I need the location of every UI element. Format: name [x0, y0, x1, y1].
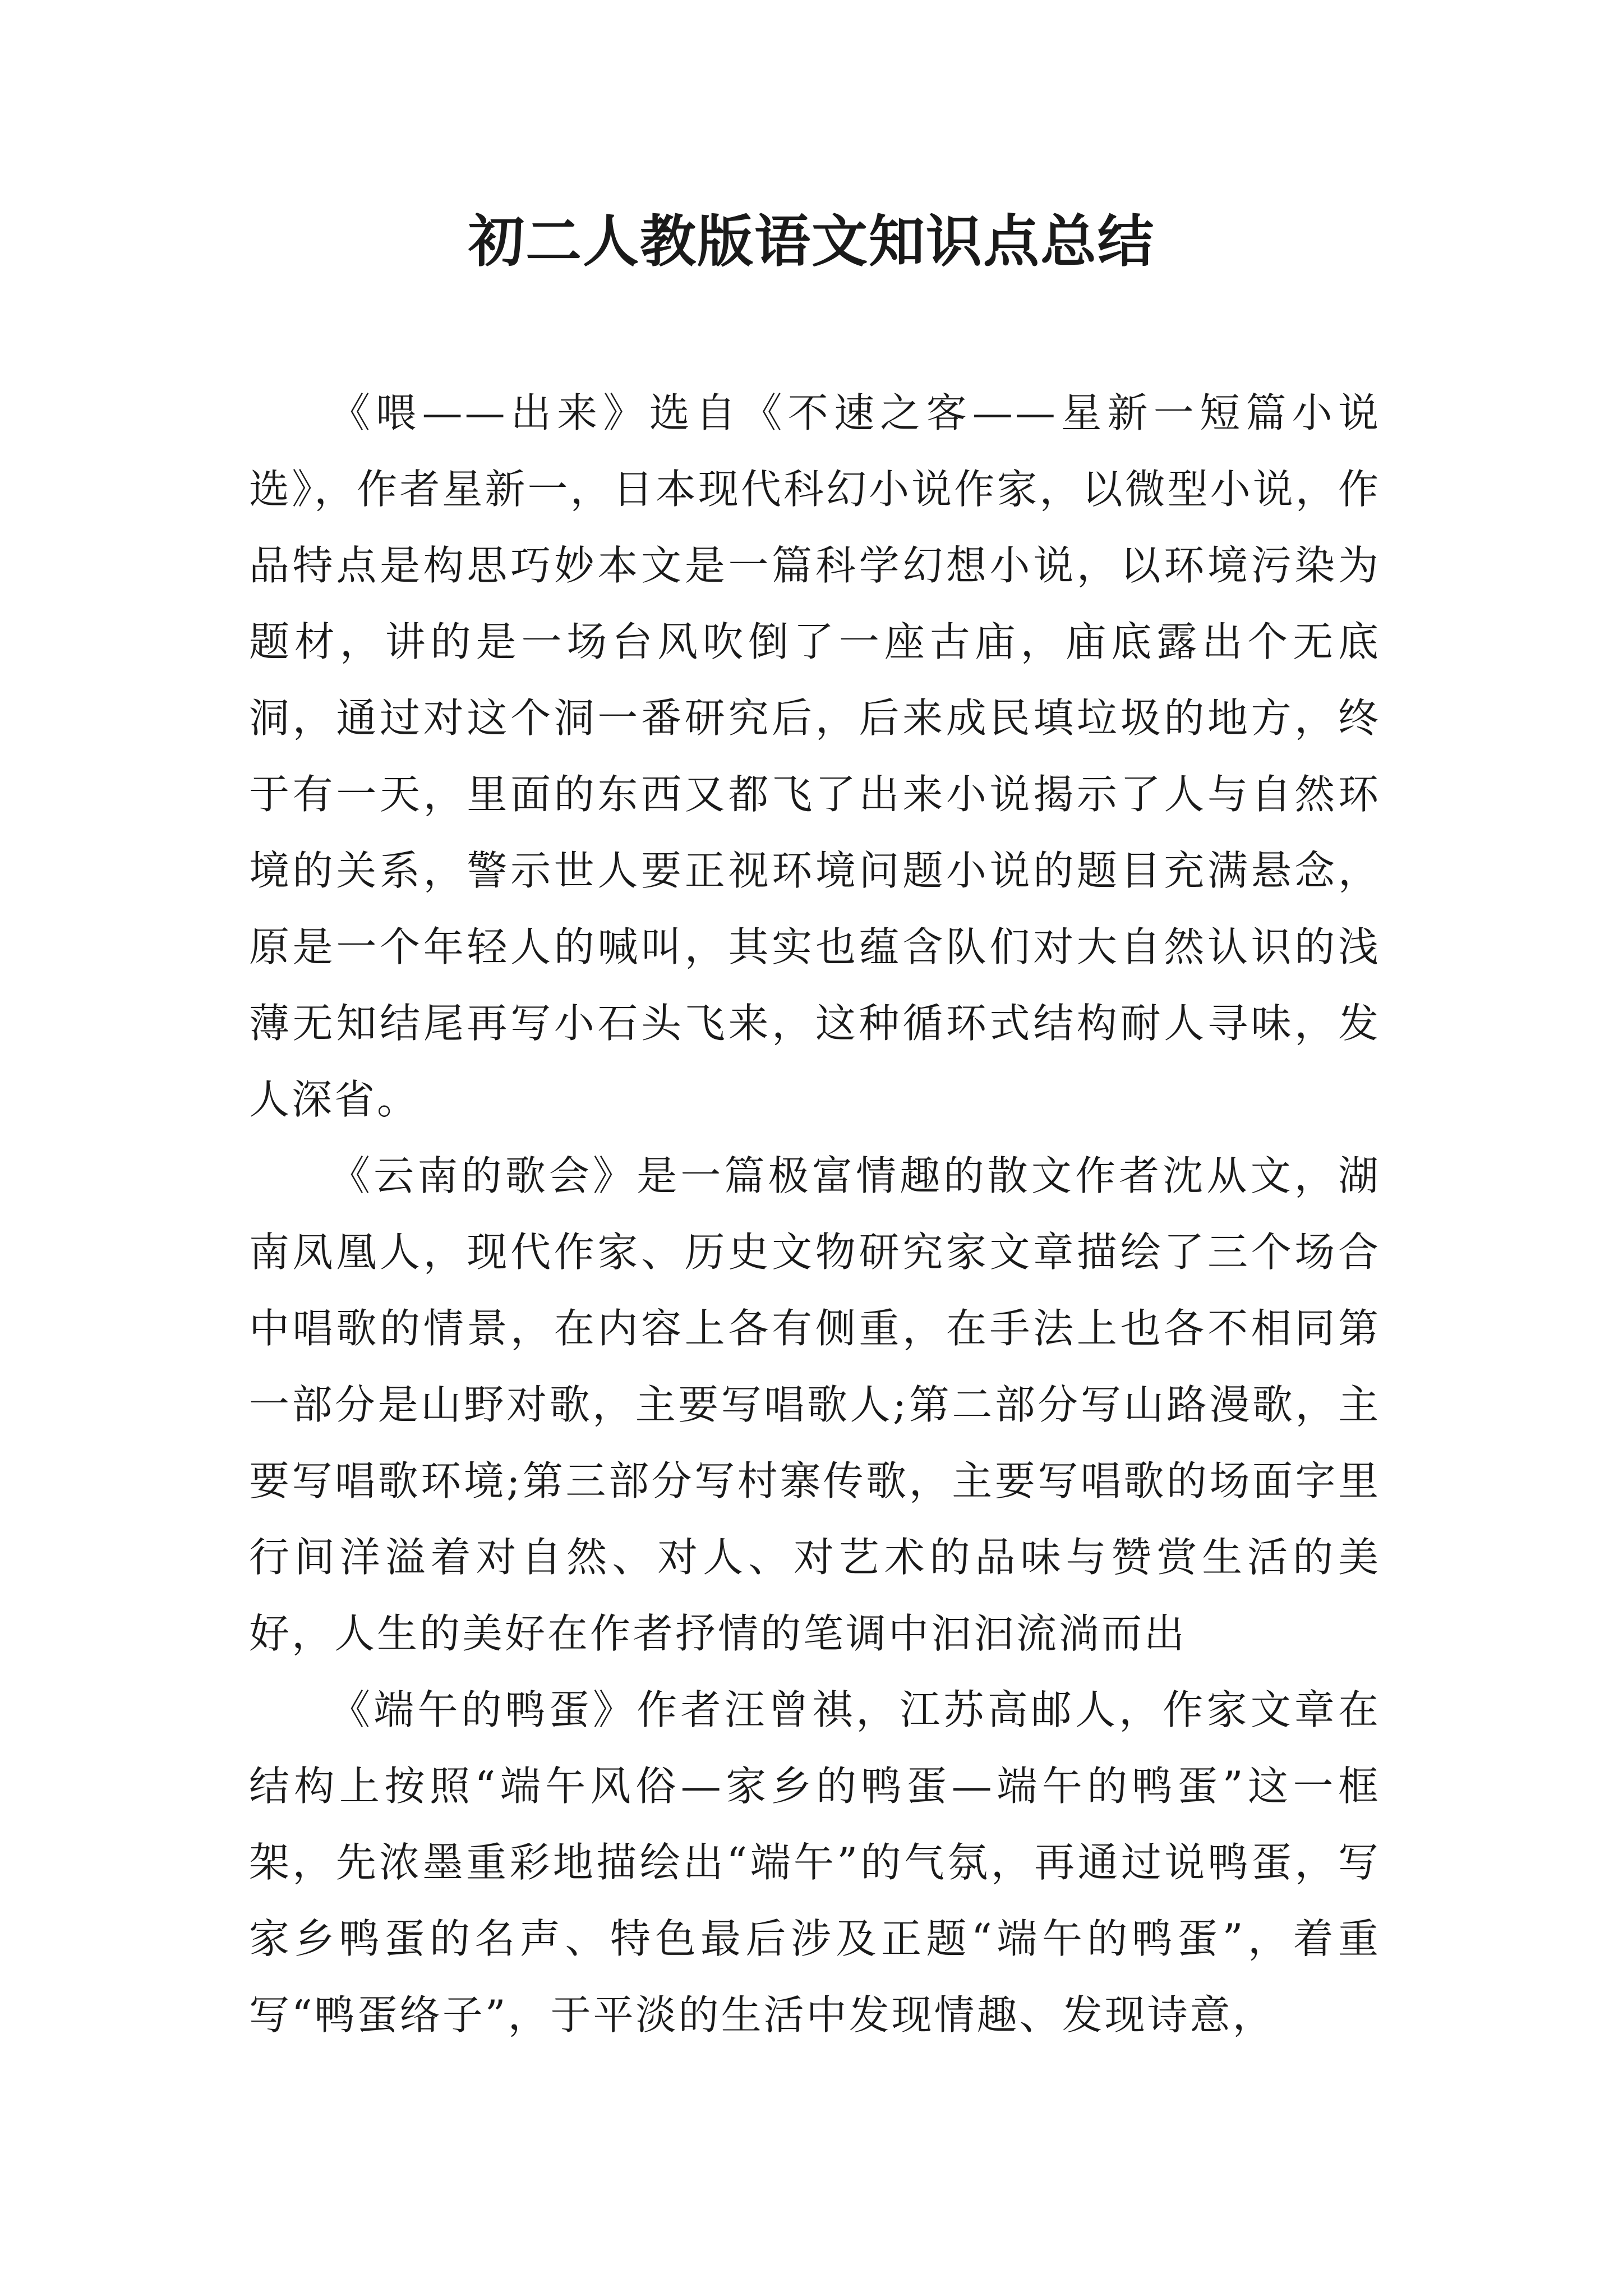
document-body [249, 375, 1381, 2053]
paragraph-dragon-boat-duck-egg: 《端午的鸭蛋》作者汪曾祺，江苏高邮人，作家文章在结构上按照“端午风俗—家乡的鸭蛋—端午的鸭蛋”这一框架，先浓墨重彩地描绘出“端午”的气氛，再通过说鸭蛋，写家乡鸭蛋的名声、特色最后涉及正题“端午的鸭蛋”，着重写“鸭蛋络子”，于平淡的生活中发现情趣、发现诗意， [249, 1686, 1381, 2039]
document-title: 初二人教版语文知识点总结 [468, 208, 1155, 274]
paragraph-yunnan-song-festival: 《云南的歌会》是一篇极富情趣的散文作者沈从文，湖南凤凰人，现代作家、历史文物研究家文章描绘了三个场合中唱歌的情景，在内容上各有侧重，在手法上也各不相同第一部分是山野对歌，主要写唱歌人;第二部分写山路漫歌，主要写唱歌环境;第三部分写村寨传歌，主要写唱歌的场面字里行间洋溢着对自然、对人、对艺术的品味与赞赏生活的美好，人生的美好在作者抒情的笔调中汩汩流淌而出 [249, 1152, 1381, 1657]
paragraph-hey-come-out: 《喂——出来》选自《不速之客——星新一短篇小说选》，作者星新一，日本现代科幻小说作家，以微型小说，作品特点是构思巧妙本文是一篇科学幻想小说，以环境污染为题材，讲的是一场台风吹倒了一座古庙，庙底露出个无底洞，通过对这个洞一番研究后，后来成民填垃圾的地方，终于有一天，里面的东西又都飞了出来小说揭示了人与自然环境的关系，警示世人要正视环境问题小说的题目充满悬念，原是一个年轻人的喊叫，其实也蕴含队们对大自然认识的浅薄无知结尾再写小石头飞来，这种循环式结构耐人寻味，发人深省。 [249, 389, 1381, 1123]
